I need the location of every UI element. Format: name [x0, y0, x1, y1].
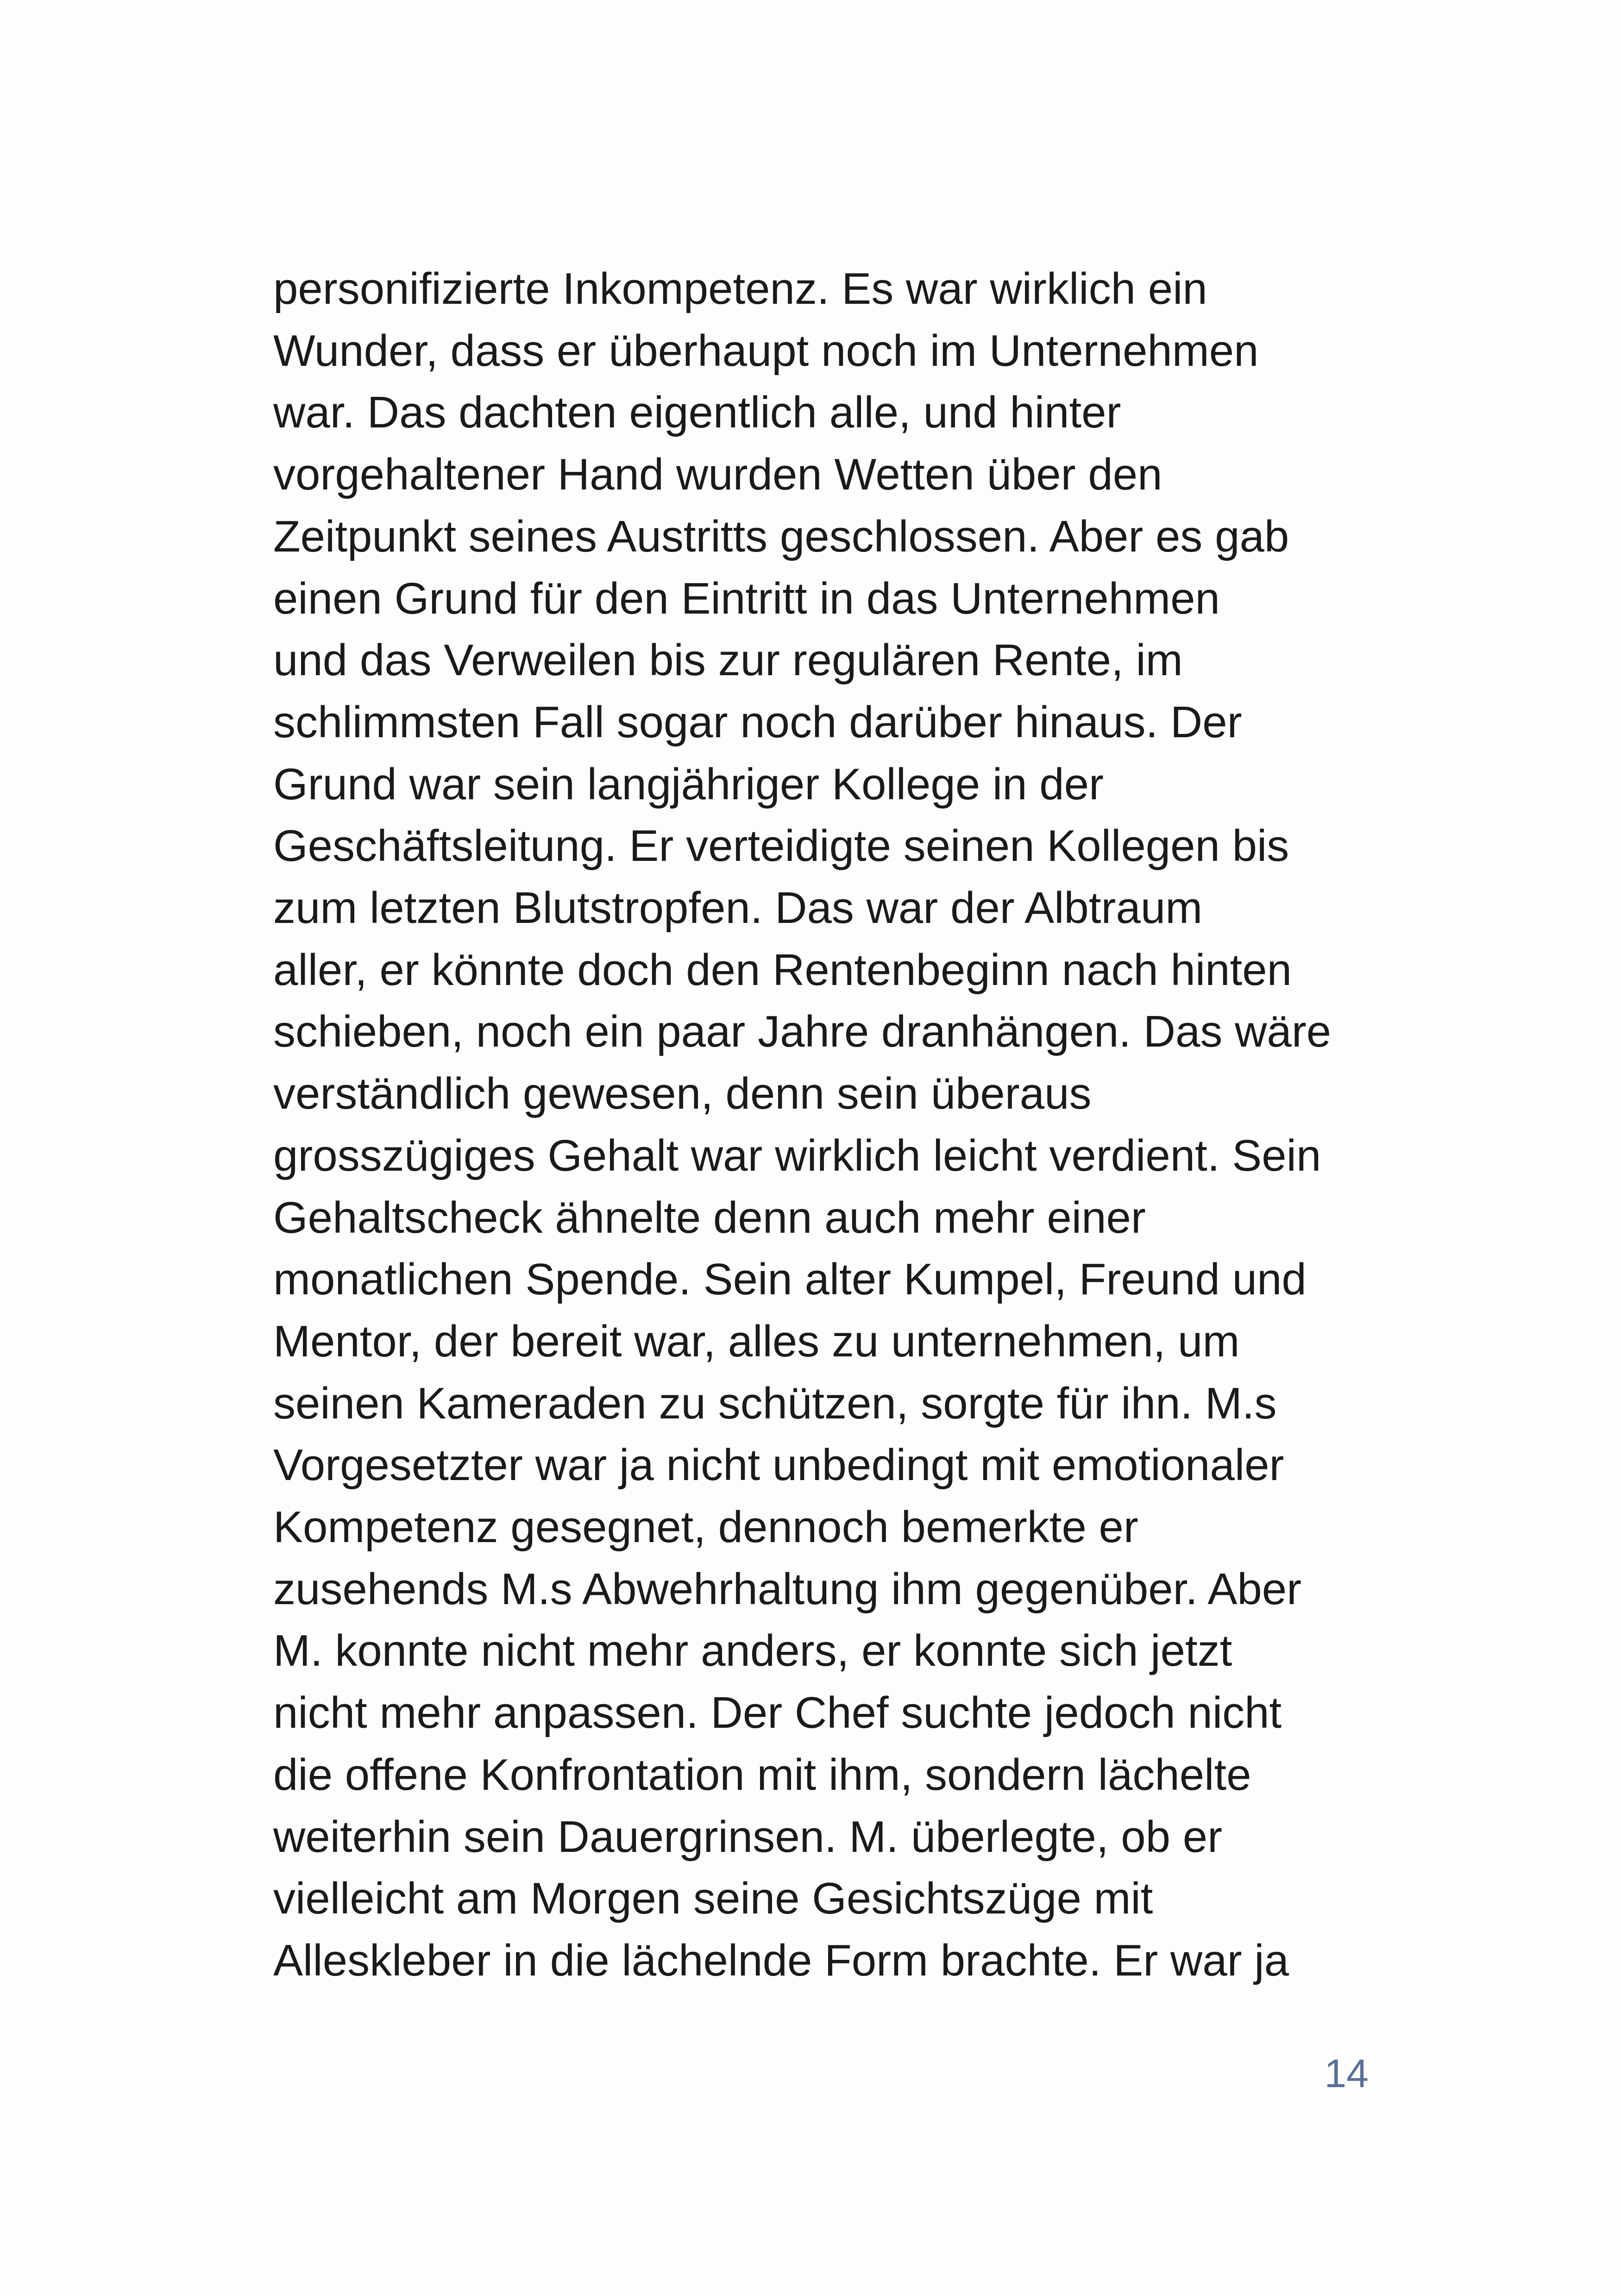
- text-line-5: Zeitpunkt seines Austritts geschlossen. Aber es gab: [273, 511, 1289, 561]
- text-line-13: schieben, noch ein paar Jahre dranhängen. Das wäre: [273, 1007, 1332, 1057]
- text-line-9: Grund war sein langjähriger Kollege in der: [273, 759, 1104, 809]
- text-line-17: monatlichen Spende. Sein alter Kumpel, Freund und: [273, 1255, 1307, 1305]
- text-line-14: verständlich gewesen, denn sein überaus: [273, 1069, 1092, 1119]
- text-line-26: weiterhin sein Dauergrinsen. M. überlegte, ob er: [273, 1812, 1223, 1862]
- text-line-4: vorgehaltener Hand wurden Wetten über den: [273, 450, 1162, 500]
- text-line-27: vielleicht am Morgen seine Gesichtszüge mit: [273, 1874, 1153, 1924]
- text-line-3: war. Das dachten eigentlich alle, und hinter: [273, 388, 1121, 438]
- text-line-6: einen Grund für den Eintritt in das Unternehmen: [273, 573, 1220, 623]
- text-line-18: Mentor, der bereit war, alles zu unternehmen, um: [273, 1316, 1240, 1366]
- text-line-1: personifizierte Inkompetenz. Es war wirklich ein: [273, 264, 1207, 314]
- text-line-15: grosszügiges Gehalt war wirklich leicht verdient. Sein: [273, 1130, 1321, 1180]
- text-line-11: zum letzten Blutstropfen. Das war der Albtraum: [273, 883, 1203, 933]
- text-line-24: nicht mehr anpassen. Der Chef suchte jedoch nicht: [273, 1688, 1282, 1738]
- text-line-16: Gehaltscheck ähnelte denn auch mehr einer: [273, 1192, 1146, 1242]
- page-number: 14: [1324, 2051, 1369, 2096]
- text-line-2: Wunder, dass er überhaupt noch im Unternehmen: [273, 326, 1259, 376]
- text-line-25: die offene Konfrontation mit ihm, sondern lächelte: [273, 1750, 1251, 1800]
- text-line-22: zusehends M.s Abwehrhaltung ihm gegenüber. Aber: [273, 1564, 1302, 1614]
- text-line-12: aller, er könnte doch den Rentenbeginn nach hinten: [273, 945, 1292, 995]
- text-line-7: und das Verweilen bis zur regulären Rente, im: [273, 635, 1183, 685]
- text-line-21: Kompetenz gesegnet, dennoch bemerkte er: [273, 1502, 1138, 1552]
- text-line-10: Geschäftsleitung. Er verteidigte seinen Kollegen bis: [273, 821, 1289, 871]
- text-line-28: Alleskleber in die lächelnde Form brachte. Er war ja: [273, 1935, 1289, 1985]
- text-line-23: M. konnte nicht mehr anders, er konnte sich jetzt: [273, 1626, 1232, 1676]
- text-line-20: Vorgesetzter war ja nicht unbedingt mit emotionaler: [273, 1440, 1284, 1490]
- text-line-8: schlimmsten Fall sogar noch darüber hinaus. Der: [273, 697, 1242, 747]
- text-line-19: seinen Kameraden zu schützen, sorgte für ihn. M.s: [273, 1378, 1277, 1428]
- body-text: [273, 258, 1366, 1992]
